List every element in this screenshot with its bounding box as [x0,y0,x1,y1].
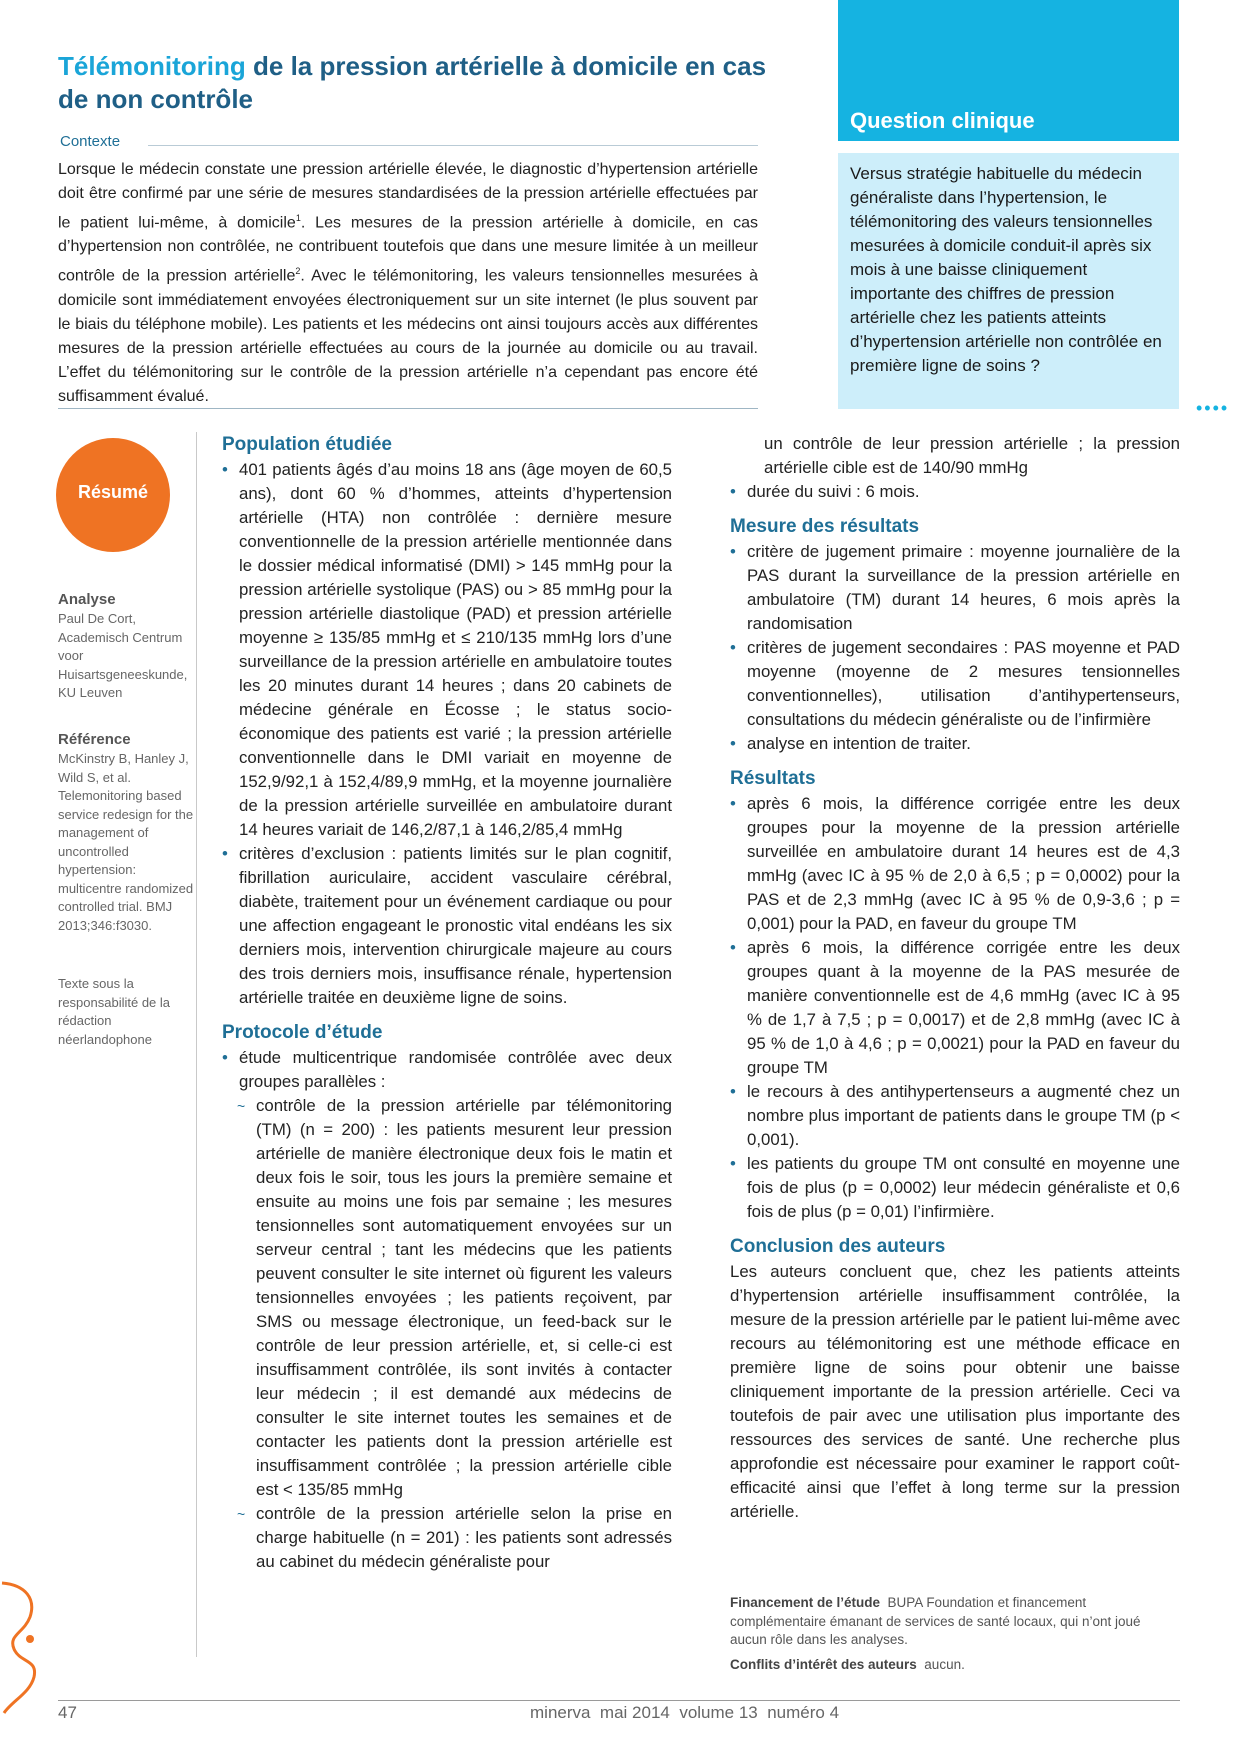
context-paragraph [58,158,758,409]
reference-text: McKinstry B, Hanley J, Wild S, et al. Telemonitoring based service redesign for the management of uncontrolled hypertension: multicentre randomized controlled trial. BMJ 2013;346:f3030. [58,751,194,933]
resume-badge [56,438,170,552]
journal-name: minerva [530,1703,591,1722]
title-rest: de la pression artérielle à domicile en cas de non contrôle [58,51,767,114]
protocol-list-continued [730,480,1180,504]
reference-heading: Référence [58,731,131,748]
protocol-heading: Protocole d’étude [222,1022,383,1043]
conflicts-label: Conflits d’intérêt des auteurs [730,1656,917,1672]
outcomes-list [730,540,1180,756]
outcome-item: • analyse en intention de traiter. [730,732,1180,756]
conclusion-text: Les auteurs concluent que, chez les patients atteints d’hypertension artérielle insuffisamment contrôlée, la mesure de la pression artérielle par le patient lui-même avec recours au télémonitoring est une méthode efficace en première ligne de soins pour obtenir une baisse cliniquement importante de la pression artérielle. Ceci va toutefois de pair avec une utilisation plus importante des ressources des services de santé. Une recherche plus approfondie est nécessaire pour examiner le rapport coût-efficacité ainsi que l’effet à long terme sur la pression artérielle. [730,1262,1180,1521]
conflicts-line [730,1656,1180,1675]
sidebar-divider [196,432,197,1657]
results-heading: Résultats [730,768,816,789]
result-item: • les patients du groupe TM ont consulté en moyenne une fois de plus (p = 0,0002) leur médecin généraliste et 0,6 fois de plus (p = 0,01) l’infirmière. [730,1152,1180,1224]
population-item: • 401 patients âgés d’au moins 18 ans (âge moyen de 60,5 ans), dont 60 % d’hommes, atteints d’hypertension artérielle (HTA) non contrôlée : dernière mesure conventionnelle de la pression artérielle mentionnée dans le dossier médical informatisé (DMI) > 145 mmHg pour la pression artérielle systolique (PAS) ou > 85 mmHg pour la pression artérielle diastolique (PAD) et pression artérielle moyenne ≥ 135/85 mmHg et ≤ 210/135 mmHg lors d’une surveillance de la pression artérielle en ambulatoire toutes les 20 minutes durant 14 heures ; dans 20 cabinets de médecine générale en Écosse ; le status socio-économique des patients est varié ; la pression artérielle conventionnelle dans le DMI variait en moyenne de 152,9/92,1 à 152,4/89,9 mmHg, et la moyenne journalière de la pression artérielle surveillée en ambulatoire durant 14 heures variait de 146,2/87,1 à 146,2/85,4 mmHg [222,458,672,842]
context-label: Contexte [60,133,121,150]
journal-issue: numéro 4 [767,1703,840,1722]
protocol-subitem: ~ contrôle de la pression artérielle selon la prise en charge habituelle (n = 201) : les patients sont adressés au cabinet du médecin généraliste pour [222,1502,672,1574]
footnote-ref-1: 1 [295,213,301,223]
protocol-list [222,1046,672,1574]
page-number: 47 [58,1703,77,1722]
result-item: • après 6 mois, la différence corrigée entre les deux groupes pour la moyenne de la pression artérielle surveillée en ambulatoire durant 14 heures est de 4,3 mmHg (avec IC à 95 % de 2,0 à 6,5 ; p = 0,0002) pour la PAS et de 2,3 mmHg (avec IC à 95 % de 0,9-3,6 ; p = 0,001) pour la PAD, en faveur du groupe TM [730,792,1180,936]
outcome-item: • critère de jugement primaire : moyenne journalière de la PAS durant la surveillance de la pression artérielle en ambulatoire (TM) durant 14 heures, 6 mois après la randomisation [730,540,1180,636]
protocol-subitem: ~ contrôle de la pression artérielle par télémonitoring (TM) (n = 200) : les patients mesurent leur pression artérielle de manière électronique deux fois le matin et deux fois le soir, tous les jours la première semaine et ensuite au moins une fois par semaine ; les mesures tensionnelles sont automatiquement envoyées sur un serveur central ; tant les médecins que les patients peuvent consulter le site internet où figurent les valeurs tensionnelles envoyées ; les patients reçoivent, par SMS ou message électronique, un feed-back sur le contrôle de leur pression artérielle, et, si celle-ci est insuffisamment contrôlée, ils sont invités à contacter leur médecin ; il est demandé aux médecins de consulter le site internet toutes les semaines et de contacter les patients dont la pression artérielle est insuffisamment contrôlée ; la pression artérielle cible est < 135/85 mmHg [222,1094,672,1502]
intro-divider [58,408,758,409]
continuation-dots: •••• [1196,398,1230,418]
clinical-question-header [838,0,1179,141]
protocol-subitem-continued: un contrôle de leur pression artérielle ; la pression artérielle cible est de 140/90 mmHg [764,434,1180,477]
conclusion-heading: Conclusion des auteurs [730,1236,946,1257]
resume-label: Résumé [77,482,149,502]
context-text-2: . Les mesures de la pression artérielle à domicile, en cas d’hypertension non contrôlée, ne contribuent toutefois que dans une mesure limitée à un meilleur contrôle de la pression artérielle [58,214,759,285]
funding-label: Financement de l’étude [730,1595,881,1610]
reference-block [58,730,198,935]
population-item: • critères d’exclusion : patients limités sur le plan cognitif, fibrillation auriculaire, accident vasculaire cérébral, diabète, traitement pour un événement cardiaque ou pour une affection engageant le pronostic vital endéans les six derniers mois, intervention chirurgicale majeure au cours des trois derniers mois, insuffisance rénale, hypertension artérielle traitée en deuxième ligne de soins. [222,842,672,1010]
conflicts-text: aucun. [924,1656,965,1672]
population-heading: Population étudiée [222,434,392,455]
title-highlight: Télémonitoring [58,51,246,81]
context-text-3: . Avec le télémonitoring, les valeurs tensionnelles mesurées à domicile sont immédiatement envoyées électroniquement sur un site internet (le plus souvent par le biais du téléphone mobile). Les patients et les médecins ont ainsi toujours accès aux différentes mesures de la pression artérielle effectuées au cours de la journée au domicile ou au travail. L’effet du télémonitoring sur le contrôle de la pression artérielle n’a cependant pas encore été suffisamment évalué. [58,267,758,405]
journal-volume: volume 13 [679,1703,758,1722]
clinical-question-heading: Question clinique [850,108,1035,133]
clinical-question-text: Versus stratégie habituelle du médecin généraliste dans l’hypertension, le télémonitoring des valeurs tensionnelles mesurées à domicile conduit-il après six mois à une baisse cliniquement importante des chiffres de pression artérielle chez les patients atteints d’hypertension artérielle non contrôlée en première ligne de soins ? [850,164,1162,375]
journal-date: mai 2014 [599,1703,670,1722]
funding-text: BUPA Foundation et financement complémentaire émanant de services de santé locaux, qui n’ont joué aucun rôle dans les analyses. [730,1595,1141,1647]
protocol-item: • étude multicentrique randomisée contrôlée avec deux groupes parallèles : [222,1046,672,1094]
column-left [222,432,672,1574]
population-list [222,458,672,1010]
decorative-figure-icon [0,1575,70,1715]
column-right [730,432,1180,1524]
analyse-heading: Analyse [58,591,116,608]
analyse-text: Paul De Cort, Academisch Centrum voor Huisartsgeneeskunde, KU Leuven [58,611,188,700]
article-title [58,50,778,116]
footnote-ref-2: 2 [295,266,301,277]
funding-line [730,1594,1180,1650]
outcome-item: • critères de jugement secondaires : PAS moyenne et PAD moyenne (moyenne de 2 mesures tensionnelles conventionnelles), utilisation d’antihypertenseurs, consultations du médecin généraliste ou de l’infirmière [730,636,1180,732]
result-item: • le recours à des antihypertenseurs a augmenté chez un nombre plus important de patients dans le groupe TM (p < 0,001). [730,1080,1180,1152]
outcomes-heading: Mesure des résultats [730,516,920,537]
analyse-block [58,590,198,703]
journal-info [530,1703,839,1723]
context-divider [148,145,758,146]
funding-block [730,1594,1180,1674]
context-text-1: Lorsque le médecin constate une pression artérielle élevée, le diagnostic d’hypertension artérielle doit être confirmé par une série de mesures standardisées de la pression artérielle effectuées par le patient lui-même, à domicile [58,161,758,232]
protocol-item: • durée du suivi : 6 mois. [730,480,1180,504]
result-item: • après 6 mois, la différence corrigée entre les deux groupes quant à la moyenne de la PAS mesurée de manière conventionnelle est de 4,6 mmHg (avec IC à 95 % de 1,7 à 7,5 ; p = 0,0017) et de 2,8 mmHg (avec IC à 95 % de 1,0 à 4,6 ; p = 0,0021) pour la PAD en faveur du groupe TM [730,936,1180,1080]
editorial-note: Texte sous la responsabilité de la rédaction néerlandophone [58,976,171,1047]
results-list [730,792,1180,1224]
footer-divider [58,1700,1180,1701]
